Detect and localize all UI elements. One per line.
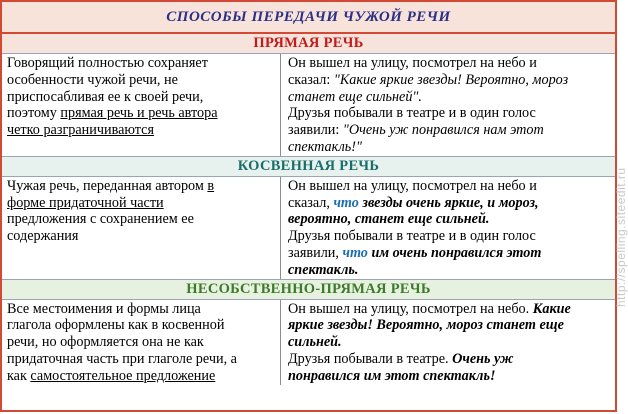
underlined-term: самостоятельное предложение bbox=[30, 367, 216, 384]
text-line bbox=[288, 301, 600, 318]
quasi-speech: Какие bbox=[532, 300, 571, 317]
indirect-speech-row bbox=[2, 177, 615, 279]
text-line: Друзья побывали в театре и в один голос bbox=[288, 228, 536, 245]
text-line: придаточная часть при глаголе речи, а bbox=[7, 350, 237, 367]
quasi-speech: сильней. bbox=[288, 334, 342, 351]
text-line: речи, но оформляется она не как bbox=[7, 334, 204, 351]
conjunction-highlight: что bbox=[333, 194, 359, 211]
quasi-direct-speech-header: НЕСОБСТВЕННО-ПРЯМАЯ РЕЧЬ bbox=[2, 279, 615, 300]
quasi-speech: понравился им этот спектакль! bbox=[288, 367, 496, 384]
text-line bbox=[288, 351, 600, 368]
quasi-direct-speech-example bbox=[281, 300, 604, 385]
quasi-direct-speech-definition bbox=[2, 300, 281, 385]
table-title: СПОСОБЫ ПЕРЕДАЧИ ЧУЖОЙ РЕЧИ bbox=[2, 2, 615, 34]
direct-speech-header: ПРЯМАЯ РЕЧЬ bbox=[2, 34, 615, 54]
direct-speech-row bbox=[2, 54, 615, 156]
site-watermark bbox=[611, 110, 628, 310]
indirect-speech-example bbox=[281, 177, 604, 279]
quasi-speech: Очень уж bbox=[452, 350, 514, 367]
text-line: глагола оформлены как в косвенной bbox=[7, 317, 225, 334]
text-line bbox=[7, 178, 276, 195]
quoted-speech: "Какие яркие звезды! Вероятно, мороз bbox=[333, 71, 569, 88]
quoted-speech: "Очень уж понравился нам этот bbox=[342, 122, 544, 139]
text-line: Все местоимения и формы лица bbox=[7, 300, 201, 317]
quoted-speech: станет еще сильней". bbox=[288, 88, 422, 105]
text-line: предложения с сохранением ее bbox=[7, 211, 194, 228]
underlined-term: в bbox=[207, 177, 215, 194]
text-line: приспосабливая ее к своей речи, bbox=[7, 88, 204, 105]
reported-speech: им очень понравился этот bbox=[367, 244, 542, 261]
text-fragment: заявили: bbox=[288, 122, 343, 139]
text-line bbox=[288, 195, 600, 212]
text-line: Говорящий полностью сохраняет bbox=[7, 55, 208, 71]
underlined-term: форме придаточной части bbox=[7, 194, 164, 211]
text-line bbox=[288, 122, 600, 139]
text-line bbox=[288, 245, 600, 262]
text-fragment: Он вышел на улицу, посмотрел на небо. bbox=[288, 300, 533, 317]
text-fragment: сказал, bbox=[288, 194, 334, 211]
underlined-term: прямая речь и речь автора bbox=[60, 105, 218, 122]
direct-speech-definition bbox=[2, 54, 281, 156]
text-fragment: Друзья побывали в театре. bbox=[288, 350, 453, 367]
reported-speech: спектакль. bbox=[288, 261, 359, 278]
indirect-speech-header: КОСВЕННАЯ РЕЧЬ bbox=[2, 156, 615, 177]
reported-speech: звезды очень яркие, и мороз, bbox=[358, 194, 539, 211]
text-fragment: как bbox=[7, 367, 31, 384]
quasi-speech: яркие звезды! Вероятно, мороз станет еще bbox=[288, 317, 564, 334]
indirect-speech-definition bbox=[2, 177, 281, 279]
text-line: Друзья побывали в театре и в один голос bbox=[288, 105, 536, 122]
underlined-term: четко разграничиваются bbox=[7, 122, 154, 139]
text-line: особенности чужой речи, не bbox=[7, 71, 178, 88]
watermark-text: http://spelling.siteedit.ru bbox=[614, 167, 628, 307]
conjunction-highlight: что bbox=[342, 244, 368, 261]
text-line bbox=[288, 72, 600, 89]
text-line: Он вышел на улицу, посмотрел на небо и bbox=[288, 55, 537, 71]
text-line: Он вышел на улицу, посмотрел на небо и bbox=[288, 177, 537, 194]
direct-speech-example bbox=[281, 54, 604, 156]
quoted-speech: спектакль!" bbox=[288, 138, 362, 155]
text-line bbox=[7, 105, 276, 122]
reported-speech: вероятно, станет еще сильней. bbox=[288, 211, 490, 228]
text-line: содержания bbox=[7, 228, 79, 245]
text-line bbox=[7, 368, 276, 385]
text-fragment: заявили, bbox=[288, 244, 343, 261]
text-fragment: поэтому bbox=[7, 105, 61, 122]
text-fragment: Чужая речь, переданная автором bbox=[7, 177, 208, 194]
quasi-direct-speech-row bbox=[2, 300, 615, 385]
text-fragment: сказал: bbox=[288, 71, 334, 88]
